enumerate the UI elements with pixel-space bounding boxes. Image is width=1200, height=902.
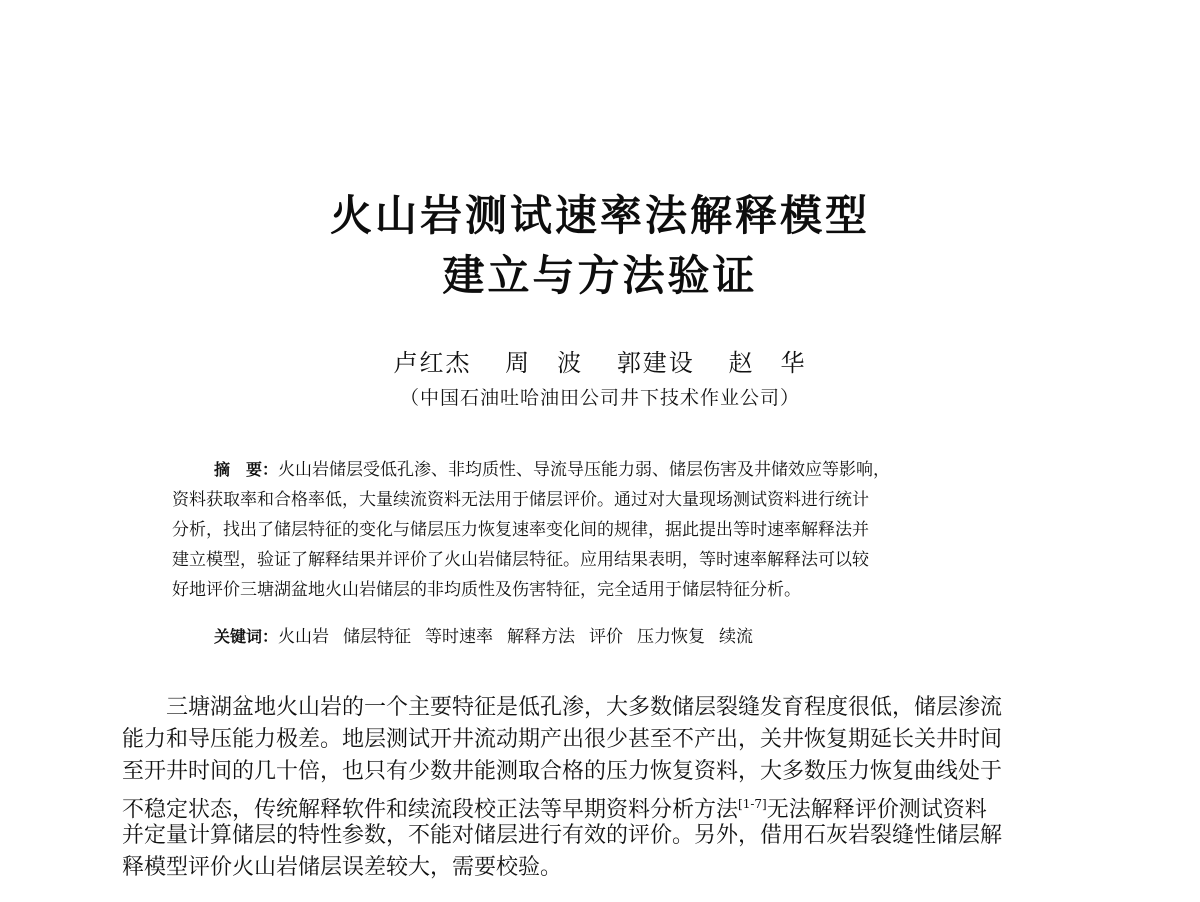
paper-title-line-2: 建立与方法验证 <box>442 251 758 300</box>
body-line: 至开井时间的几十倍，也只有少数井能测取合格的压力恢复资料，大多数压力恢复曲线处于 <box>122 759 1003 784</box>
abstract-line <box>172 455 1052 485</box>
author-name: 周 波 <box>505 349 584 377</box>
body-paragraph <box>122 692 1102 884</box>
abstract-text: 火山岩储层受低孔渗、非均质性、导流导压能力弱、储层伤害及井储效应等影响， <box>278 460 891 480</box>
abstract <box>172 455 1052 605</box>
keyword: 解释方法 <box>507 627 576 647</box>
body-line: 能力和导压能力极差。地层测试开井流动期产出很少甚至不产出，关井恢复期延长关井时间 <box>122 727 1003 752</box>
paper-title-line-1: 火山岩测试速率法解释模型 <box>329 191 870 240</box>
body-line: 三塘湖盆地火山岩的一个主要特征是低孔渗，大多数储层裂缝发育程度很低，储层渗流 <box>166 695 1003 720</box>
keyword: 等时速率 <box>425 627 494 647</box>
author-name: 卢红杰 <box>393 349 472 377</box>
body-line: 并定量计算储层的特性参数，不能对储层进行有效的评价。另外，借用石灰岩裂缝性储层解 <box>122 823 1003 848</box>
author-name: 赵 华 <box>728 349 807 377</box>
keyword: 火山岩 <box>278 627 330 647</box>
body-line <box>122 788 1102 823</box>
keywords <box>214 622 767 647</box>
body-line: 释模型评价火山岩储层误差较大，需要校验。 <box>122 855 563 880</box>
body-text-segment: 无法解释评价测试资料 <box>766 797 987 823</box>
abstract-label: 摘 要： <box>214 460 279 479</box>
keyword: 压力恢复 <box>637 627 706 647</box>
body-text-segment: 不稳定状态，传统解释软件和续流段校正法等早期资料分析方法 <box>122 797 739 823</box>
author-list <box>0 343 1200 378</box>
reference-citation[interactable]: [1-7] <box>738 797 767 811</box>
keyword: 续流 <box>719 627 754 647</box>
abstract-line: 好地评价三塘湖盆地火山岩储层的非均质性及伤害特征，完全适用于储层特征分析。 <box>172 580 801 600</box>
abstract-line: 建立模型，验证了解释结果并评价了火山岩储层特征。应用结果表明，等时速率解释法可以较 <box>172 550 869 570</box>
keyword: 评价 <box>589 627 624 647</box>
author-name: 郭建设 <box>616 349 695 377</box>
keywords-label: 关键词： <box>214 627 279 646</box>
author-affiliation: （中国石油吐哈油田公司井下技术作业公司） <box>399 387 800 409</box>
abstract-line: 资料获取率和合格率低，大量续流资料无法用于储层评价。通过对大量现场测试资料进行统计 <box>172 490 869 510</box>
abstract-line: 分析，找出了储层特征的变化与储层压力恢复速率变化间的规律，据此提出等时速率解释法并 <box>172 520 869 540</box>
keyword: 储层特征 <box>343 627 412 647</box>
